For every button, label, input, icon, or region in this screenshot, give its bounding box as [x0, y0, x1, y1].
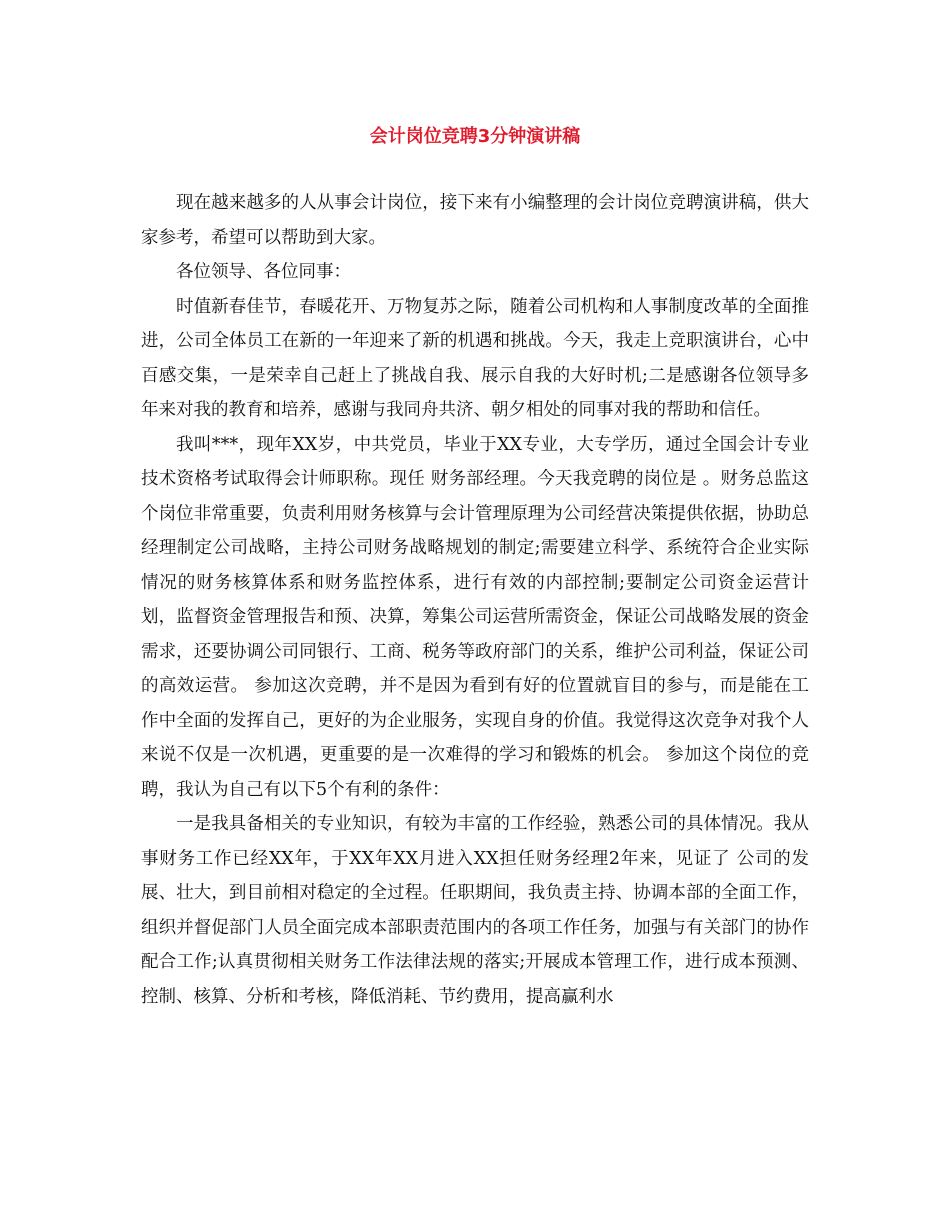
paragraph-intro: 现在越来越多的人从事会计岗位，接下来有小编整理的会计岗位竞聘演讲稿，供大家参考，希望可以帮助到大家。 — [141, 193, 809, 248]
paragraph-opening: 时值新春佳节，春暖花开、万物复苏之际，随着公司机构和人事制度改革的全面推进，公司全体员工在新的一年迎来了新的机遇和挑战。今天，我走上竞职演讲台，心中百感交集，一是荣幸自己赶上了挑战自我、展示自我的大好时机;二是感谢各位领导多年来对我的教育和培养，感谢与我同舟共济、朝夕相处的同事对我的帮助和信任。 — [141, 296, 809, 420]
document-body — [141, 186, 809, 1014]
paragraph-condition-one: 一是我具备相关的专业知识，有较为丰富的工作经验，熟悉公司的具体情况。我从事财务工作已经XX年，于XX年XX月进入XX担任财务经理2年来，见证了 公司的发展、壮大，到目前相对稳定的全过程。任职期间，我负责主持、协调本部的全面工作，组织并督促部门人员全面完成本部职责范围内的各项工作任务，加强与有关部门的协作配合工作;认真贯彻相关财务工作法律法规的落实;开展成本管理工作，进行成本预测、控制、核算、分析和考核，降低消耗、节约费用，提高赢利水 — [141, 814, 809, 1007]
paragraph-self-introduction: 我叫***，现年XX岁，中共党员，毕业于XX专业，大专学历，通过全国会计专业技术资格考试取得会计师职称。现任 财务部经理。今天我竞聘的岗位是 。财务总监这个岗位非常重要，负责利用财务核算与会计管理原理为公司经营决策提供依据，协助总经理制定公司战略，主持公司财务战略规划的制定;需要建立科学、系统符合企业实际情况的财务核算体系和财务监控体系，进行有效的内部控制;要制定公司资金运营计划，监督资金管理报告和预、决算，筹集公司运营所需资金，保证公司战略发展的资金需求，还要协调公司同银行、工商、税务等政府部门的关系，维护公司利益，保证公司的高效运营。 参加这次竞聘，并不是因为看到有好的位置就盲目的参与，而是能在工作中全面的发挥自己，更好的为企业服务，实现自身的价值。我觉得这次竞争对我个人来说不仅是一次机遇，更重要的是一次难得的学习和锻炼的机会。 参加这个岗位的竞聘，我认为自己有以下5个有利的条件： — [141, 434, 809, 800]
paragraph-salutation: 各位领导、各位同事： — [176, 262, 351, 282]
document-title: 会计岗位竞聘3分钟演讲稿 — [369, 126, 581, 147]
